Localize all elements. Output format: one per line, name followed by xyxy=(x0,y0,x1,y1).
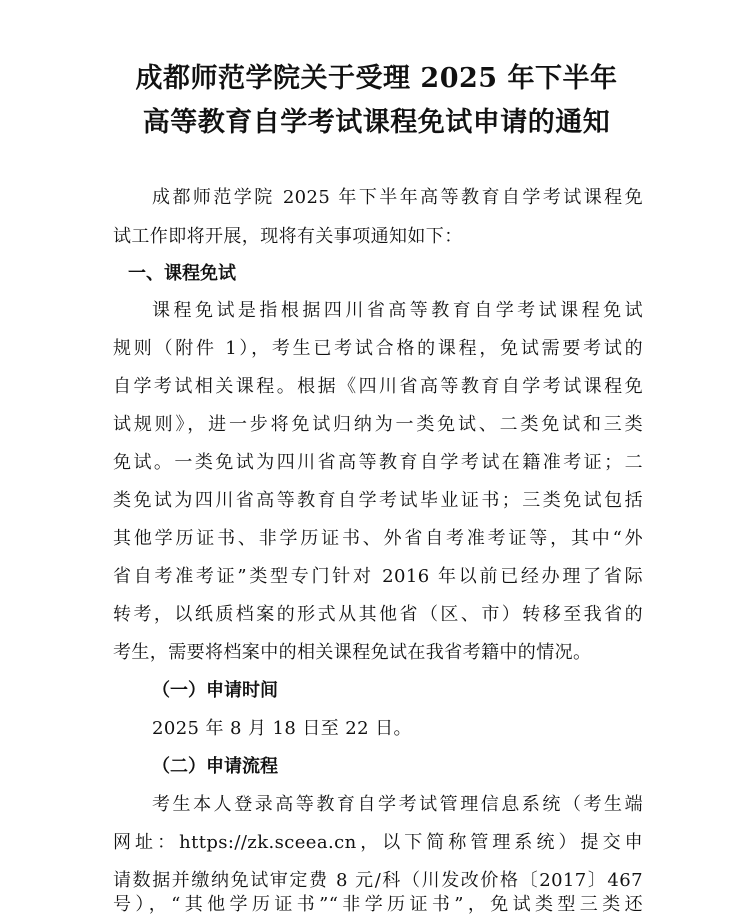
paragraph-line: 转考，以纸质档案的形式从其他省（区、市）转移至我省的 xyxy=(113,604,643,625)
subsection-heading-application-process: （二）申请流程 xyxy=(152,756,278,777)
application-time-text: 2025 年 8 月 18 日至 22 日。 xyxy=(152,718,412,739)
paragraph-line: 省自考准考证”类型专门针对 2016 年以前已经办理了省际 xyxy=(113,566,643,587)
paragraph-line: 自学考试相关课程。根据《四川省高等教育自学考试课程免 xyxy=(113,376,643,397)
subsection-heading-application-time: （一）申请时间 xyxy=(152,680,278,701)
paragraph-line: 其他学历证书、非学历证书、外省自考准考证等，其中“外 xyxy=(113,528,643,549)
paragraph-line: 课程免试是指根据四川省高等教育自学考试课程免试 xyxy=(152,300,643,321)
intro-line-1: 成都师范学院 2025 年下半年高等教育自学考试课程免 xyxy=(152,187,643,208)
intro-line-2: 试工作即将开展，现将有关事项通知如下： xyxy=(113,226,463,247)
paragraph-line: 试规则》，进一步将免试归纳为一类免试、二类免试和三类 xyxy=(113,414,643,435)
paragraph-line: 网址：https://zk.sceea.cn，以下简称管理系统）提交申 xyxy=(113,832,643,853)
document-title-line-2: 高等教育自学考试课程免试申请的通知 xyxy=(142,107,611,138)
section-heading-course-exemption: 一、课程免试 xyxy=(128,263,236,284)
paragraph-line: 免试。一类免试为四川省高等教育自学考试在籍准考证；二 xyxy=(113,452,643,473)
paragraph-line: 号），“其他学历证书”“非学历证书”，免试类型三类还 xyxy=(113,894,643,915)
paragraph-line: 请数据并缴纳免试审定费 8 元/科（川发改价格〔2017〕467 xyxy=(113,870,643,891)
paragraph-line: 考生本人登录高等教育自学考试管理信息系统（考生端 xyxy=(152,794,643,815)
paragraph-line: 类免试为四川省高等教育自学考试毕业证书；三类免试包括 xyxy=(113,490,643,511)
paragraph-line: 规则（附件 1），考生已考试合格的课程，免试需要考试的 xyxy=(113,338,643,359)
paragraph-line: 考生，需要将档案中的相关课程免试在我省考籍中的情况。 xyxy=(113,642,592,663)
document-title-line-1: 成都师范学院关于受理 2025 年下半年 xyxy=(135,63,618,94)
